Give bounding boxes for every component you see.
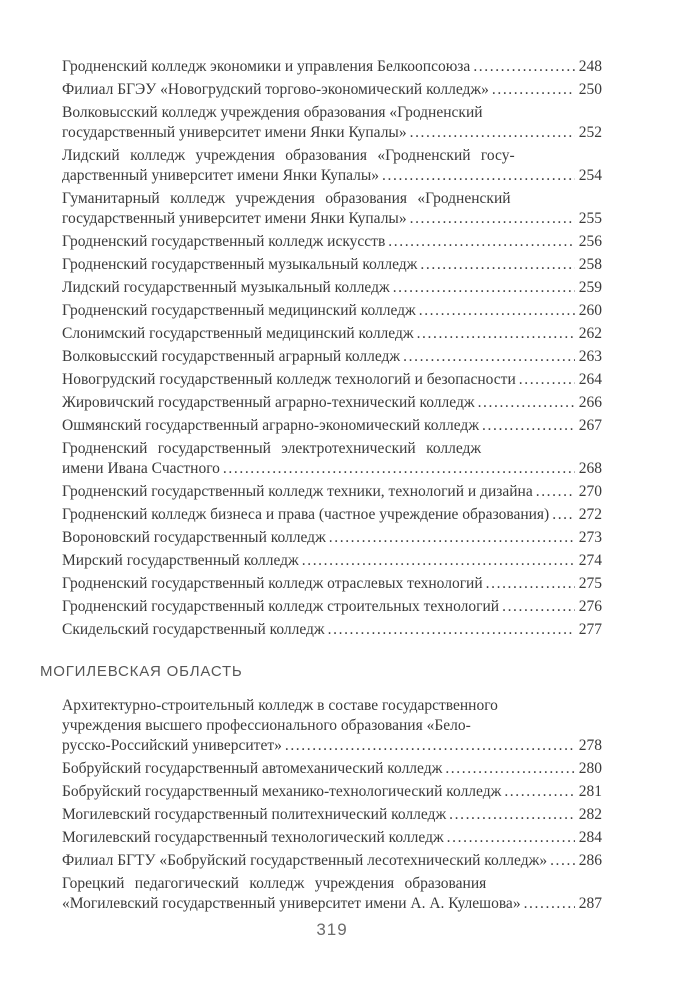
toc-entry-title: Гродненский государственный колледж отраслевых технологий (62, 575, 483, 592)
toc-entry (62, 324, 602, 344)
toc-entry-last-line (62, 209, 602, 229)
toc-entry-page-number: 262 (578, 325, 602, 342)
toc-entry (62, 146, 602, 186)
toc-entry-page-number: 286 (578, 852, 602, 869)
toc-entry-page-number: 268 (578, 460, 602, 477)
toc-entry-page-number: 270 (578, 483, 602, 500)
toc-entry-title: Гродненский государственный медицинский колледж (62, 302, 416, 319)
dot-leader (417, 324, 575, 344)
toc-entry-line: Гуманитарный колледж учреждения образования «Гродненский (62, 190, 511, 207)
toc-entry-title: Слонимский государственный медицинский колледж (62, 325, 414, 342)
toc-entry (62, 416, 602, 436)
toc-entry-last-line (62, 166, 602, 186)
dot-leader (449, 805, 575, 825)
toc-entry-title: Мирский государственный колледж (62, 552, 299, 569)
toc-entry-title: дарственный университет имени Янки Купалы» (62, 167, 380, 184)
toc-entry-page-number: 263 (578, 348, 602, 365)
toc-entry-last-line (62, 324, 602, 344)
toc-entry-page-number: 273 (578, 529, 602, 546)
toc-entry-last-line (62, 347, 602, 367)
toc-entry-last-line (62, 301, 602, 321)
section-heading: МОГИЛЕВСКАЯ ОБЛАСТЬ (40, 663, 243, 680)
toc-entry-title: Вороновский государственный колледж (62, 529, 326, 546)
toc-entry (62, 828, 602, 848)
toc-entry-last-line (62, 393, 602, 413)
toc-entry (62, 57, 602, 77)
toc-entry-last-line (62, 370, 602, 390)
toc-entry-last-line (62, 597, 602, 617)
dot-leader (478, 393, 575, 413)
toc-entry-page-number: 278 (578, 737, 602, 754)
toc-entry-title: Жировичский государственный аграрно-технический колледж (62, 394, 475, 411)
toc-entry-page-number: 272 (578, 506, 602, 523)
toc-entry (62, 482, 602, 502)
dot-leader (504, 782, 574, 802)
toc-entry (62, 874, 602, 914)
toc-entry (62, 80, 602, 100)
toc-entry-title: Гродненский колледж бизнеса и права (частное учреждение образования) (62, 506, 550, 523)
toc-entry (62, 574, 602, 594)
dot-leader (410, 209, 575, 229)
toc-entry-last-line (62, 57, 602, 77)
toc-entry-last-line (62, 851, 602, 871)
dot-leader (502, 597, 575, 617)
toc-entry (62, 189, 602, 229)
toc-entry-page-number: 267 (578, 417, 602, 434)
toc-entry-title: Ошмянский государственный аграрно-экономический колледж (62, 417, 480, 434)
toc-entry-last-line (62, 805, 602, 825)
toc-entry-last-line (62, 482, 602, 502)
toc-entry-last-line (62, 828, 602, 848)
toc-entry-line: учреждения высшего профессионального образования «Бело- (62, 717, 471, 734)
toc-entry-page-number: 276 (578, 598, 602, 615)
toc-entry (62, 103, 602, 143)
toc-entry-last-line (62, 505, 602, 525)
toc (40, 57, 602, 917)
dot-leader (403, 347, 575, 367)
dot-leader (419, 301, 575, 321)
toc-entry-line: Гродненский государственный электротехнический колледж (62, 440, 482, 457)
toc-entry-line: Горецкий педагогический колледж учреждения образования (62, 875, 487, 892)
toc-entry-title: Филиал БГТУ «Бобруйский государственный лесотехнический колледж» (62, 852, 548, 869)
toc-entry-last-line (62, 528, 602, 548)
toc-entry-page-number: 284 (578, 829, 602, 846)
dot-leader (328, 620, 575, 640)
toc-entry-title: Скидельский государственный колледж (62, 621, 325, 638)
toc-entry-title: «Могилевский государственный университет имени А. А. Кулешова» (62, 895, 521, 912)
toc-entry-page-number: 258 (578, 256, 602, 273)
toc-entry-page-number: 287 (578, 895, 602, 912)
toc-entry-title: государственный университет имени Янки Купалы» (62, 210, 407, 227)
toc-entry (62, 255, 602, 275)
dot-leader (382, 166, 575, 186)
toc-entry-title: Бобруйский государственный автомеханический колледж (62, 760, 443, 777)
toc-entry (62, 805, 602, 825)
dot-leader (388, 232, 574, 252)
toc-entry-title: имени Ивана Счастного (62, 460, 220, 477)
toc-entry (62, 759, 602, 779)
toc-entry-last-line (62, 255, 602, 275)
dot-leader (492, 80, 575, 100)
toc-entry-last-line (62, 736, 602, 756)
toc-entry-title: Филиал БГЭУ «Новогрудский торгово-экономический колледж» (62, 81, 489, 98)
toc-entry (62, 620, 602, 640)
toc-entry-last-line (62, 278, 602, 298)
dot-leader (445, 759, 574, 779)
dot-leader (302, 551, 575, 571)
dot-leader (473, 57, 574, 77)
toc-entry-title: Лидский государственный музыкальный колледж (62, 279, 390, 296)
toc-entry (62, 370, 602, 390)
toc-entry-page-number: 248 (578, 58, 602, 75)
dot-leader (519, 370, 575, 390)
toc-entry-last-line (62, 551, 602, 571)
toc-entry-page-number: 264 (578, 371, 602, 388)
dot-leader (524, 894, 575, 914)
toc-entry (62, 782, 602, 802)
toc-entry-title: русско-Российский университет» (62, 737, 282, 754)
toc-entry (62, 551, 602, 571)
toc-entry-line: Лидский колледж учреждения образования «Гродненский госу- (62, 147, 515, 164)
toc-entry (62, 528, 602, 548)
toc-entry-title: Гродненский государственный колледж техники, технологий и дизайна (62, 483, 533, 500)
toc-entry-page-number: 252 (578, 124, 602, 141)
toc-entry-page-number: 282 (578, 806, 602, 823)
toc-entry-line: Волковысский колледж учреждения образования «Гродненский (62, 104, 483, 121)
toc-entry-line: Архитектурно-строительный колледж в составе государственного (62, 697, 498, 714)
toc-entry (62, 696, 602, 756)
toc-entry (62, 439, 602, 479)
toc-entry-last-line (62, 894, 602, 914)
dot-leader (393, 278, 575, 298)
toc-entry-page-number: 259 (578, 279, 602, 296)
toc-entry (62, 278, 602, 298)
toc-entry-page-number: 280 (578, 760, 602, 777)
toc-entry-last-line (62, 80, 602, 100)
toc-entry-title: Могилевский государственный технологический колледж (62, 829, 444, 846)
toc-entry (62, 505, 602, 525)
toc-entry-title: Могилевский государственный политехнический колледж (62, 806, 447, 823)
toc-entry (62, 232, 602, 252)
toc-entry-title: Бобруйский государственный механико-технологический колледж (62, 783, 502, 800)
dot-leader (410, 123, 575, 143)
dot-leader (550, 851, 575, 871)
toc-entry-page-number: 275 (578, 575, 602, 592)
toc-entry-last-line (62, 123, 602, 143)
toc-entry-page-number: 256 (578, 233, 602, 250)
toc-entry-page-number: 260 (578, 302, 602, 319)
toc-entry-page-number: 255 (578, 210, 602, 227)
toc-entry-title: Гродненский государственный колледж искусств (62, 233, 386, 250)
toc-entry-last-line (62, 620, 602, 640)
dot-leader (223, 459, 575, 479)
dot-leader (447, 828, 575, 848)
toc-entry-page-number: 277 (578, 621, 602, 638)
toc-entry (62, 851, 602, 871)
toc-entry-last-line (62, 759, 602, 779)
toc-entry-title: государственный университет имени Янки Купалы» (62, 124, 407, 141)
toc-entry-last-line (62, 459, 602, 479)
toc-entry-page-number: 250 (578, 81, 602, 98)
toc-entry-last-line (62, 782, 602, 802)
toc-entry (62, 347, 602, 367)
dot-leader (420, 255, 574, 275)
toc-entry-title: Гродненский государственный колледж строительных технологий (62, 598, 500, 615)
toc-entry-last-line (62, 574, 602, 594)
dot-leader (482, 416, 575, 436)
dot-leader (536, 482, 575, 502)
toc-entry-page-number: 281 (578, 783, 602, 800)
dot-leader (486, 574, 575, 594)
toc-entry-page-number: 266 (578, 394, 602, 411)
dot-leader (285, 736, 575, 756)
toc-entry-page-number: 274 (578, 552, 602, 569)
toc-entry (62, 301, 602, 321)
toc-entry-title: Новогрудский государственный колледж технологий и безопасности (62, 371, 516, 388)
toc-entry-title: Волковысский государственный аграрный колледж (62, 348, 401, 365)
dot-leader (552, 505, 575, 525)
dot-leader (329, 528, 575, 548)
toc-entry-last-line (62, 232, 602, 252)
toc-entry-title: Гродненский колледж экономики и управления Белкоопсоюза (62, 58, 471, 75)
page-number: 319 (316, 920, 348, 939)
toc-entry-last-line (62, 416, 602, 436)
toc-entry-page-number: 254 (578, 167, 602, 184)
toc-entry (62, 393, 602, 413)
toc-entry (62, 597, 602, 617)
toc-entry-title: Гродненский государственный музыкальный колледж (62, 256, 418, 273)
